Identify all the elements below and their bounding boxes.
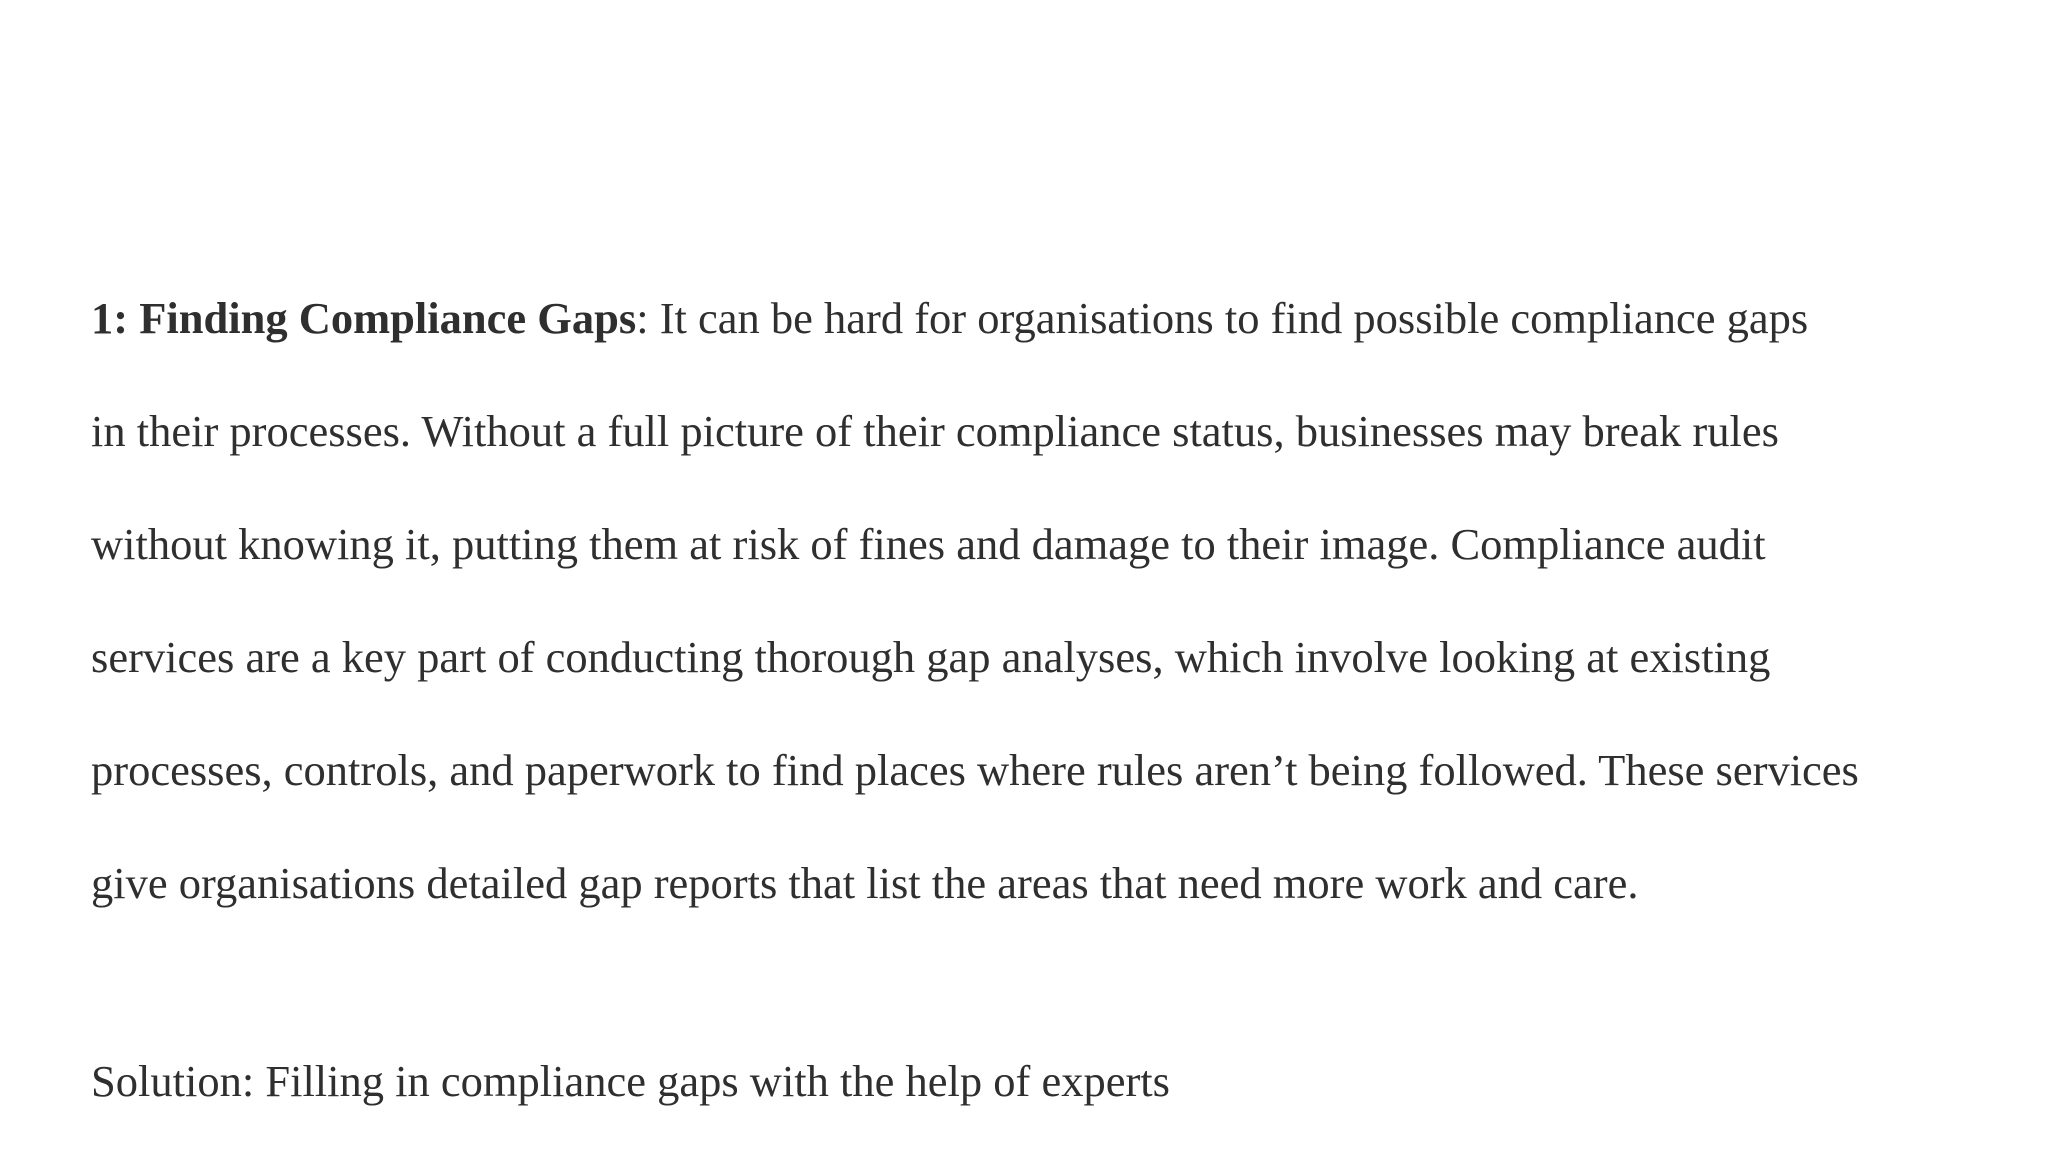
paragraph-line-6: give organisations detailed gap reports that list the areas that need more work and care. (91, 858, 1639, 908)
paragraph-line-1 (91, 262, 1991, 375)
solution-line: Solution: Filling in compliance gaps with the help of experts (91, 1056, 1170, 1106)
section-heading: 1: Finding Compliance Gaps (91, 293, 637, 343)
paragraph-line-4: services are a key part of conducting thorough gap analyses, which involve looking at existing (91, 632, 1771, 682)
paragraph-line-5: processes, controls, and paperwork to find places where rules aren’t being followed. These services (91, 745, 1859, 795)
finding-compliance-gaps-paragraph (91, 262, 1991, 940)
article-content (91, 262, 1991, 1138)
heading-colon: : (636, 293, 649, 343)
paragraph-line-1-text: It can be hard for organisations to find possible compliance gaps (648, 293, 1809, 343)
paragraph-line-2: in their processes. Without a full picture of their compliance status, businesses may break rules (91, 406, 1779, 456)
paragraph-line-3: without knowing it, putting them at risk of fines and damage to their image. Compliance audit (91, 519, 1766, 569)
